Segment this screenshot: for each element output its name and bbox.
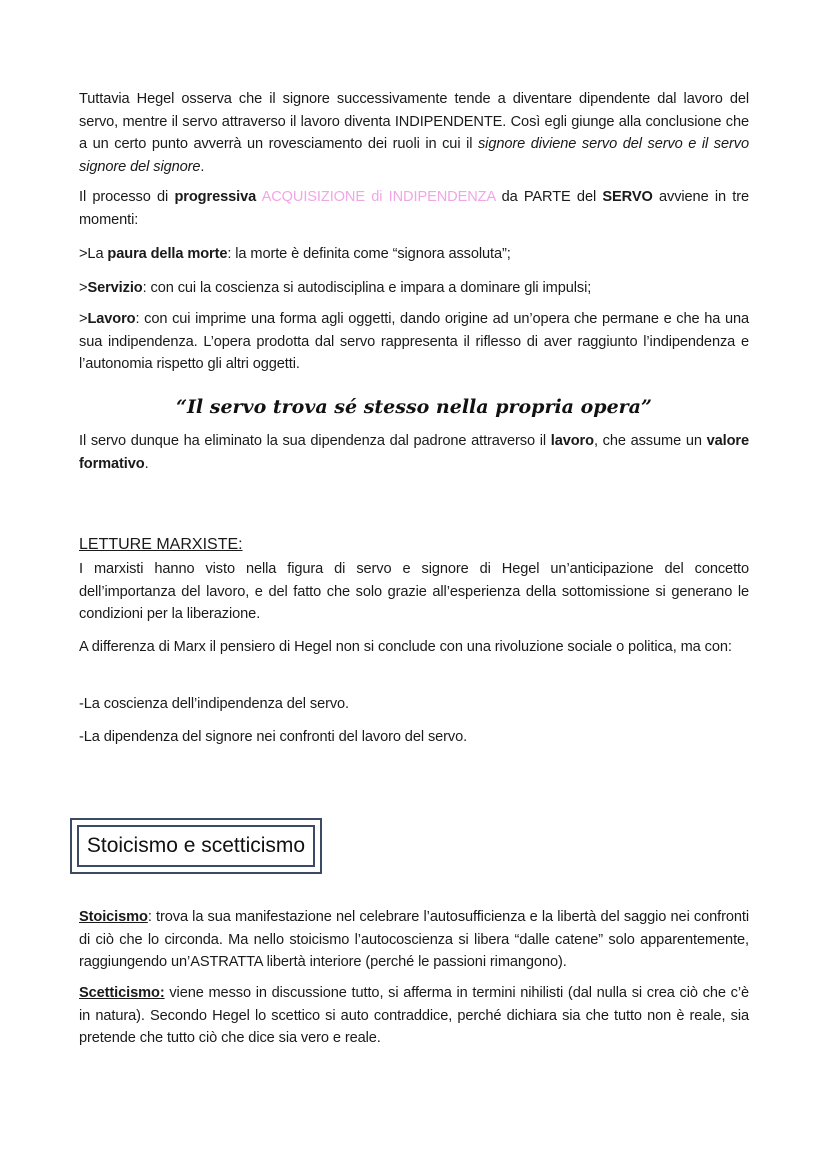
handwritten-quote: “Il servo trova sé stesso nella propria opera” xyxy=(176,396,652,418)
text: avviene in tre momenti: xyxy=(79,189,749,228)
paragraph-process xyxy=(79,186,749,231)
paragraph-marxists: I marxisti hanno visto nella figura di servo e signore di Hegel un’anticipazione del concetto dell’importanza del lavoro, e del fatto che solo grazie all’esperienza della sottomissione si generano le condizioni per la liberazione. xyxy=(79,561,749,622)
highlight-text: ACQUISIZIONE di INDIPENDENZA xyxy=(261,189,496,205)
text: > xyxy=(79,311,88,327)
bold-text: valore formativo xyxy=(79,433,749,472)
text: : trova la sua manifestazione nel celebrare l’autosufficienza e la libertà del saggio nei confronti di ciò che lo circonda. Ma nello stoicismo l’autocoscienza si libera “dalle catene” solo apparentemente, raggiungendo un’ASTRATTA libertà interiore (perché le passioni rimangono). xyxy=(79,909,749,970)
moment-death xyxy=(79,243,749,266)
paragraph-marx-difference: A differenza di Marx il pensiero di Hegel non si conclude con una rivoluzione sociale o politica, ma con: xyxy=(79,639,732,655)
paragraph-role-reversal xyxy=(79,88,749,178)
list-item: -La coscienza dell’indipendenza del servo. xyxy=(79,696,350,712)
italic-text: signore diviene servo del servo e il servo signore del signore xyxy=(79,136,749,175)
term: Stoicismo xyxy=(79,909,148,925)
moment-work xyxy=(79,308,749,376)
text: , che assume un xyxy=(593,433,707,449)
text: viene messo in discussione tutto, si afferma in termini nihilisti (dal nulla si crea ciò che c’è in natura). Secondo Hegel lo scettico si auto contraddice, perché dichiara sia che tutto non è reale, sia pretende che tutto ciò che dice sia vero e reale. xyxy=(79,985,749,1046)
bold-text: paura della morte xyxy=(107,246,228,262)
bold-text: Servizio xyxy=(87,280,143,296)
moment-service xyxy=(79,277,749,300)
text: Il processo di xyxy=(79,189,175,205)
section-title: Stoicismo e scetticismo xyxy=(77,825,315,867)
text: : la morte è definita come “signora assoluta”; xyxy=(227,246,511,262)
text: >La xyxy=(79,246,108,262)
text: : con cui imprime una forma agli oggetti, dando origine ad un’opera che permane e che ha una sua indipendenza. L’opera prodotta dal servo rappresenta il riflesso di aver raggiunto l’indipendenza e l’autonomia rispetto gli altri oggetti. xyxy=(79,311,749,372)
text: . xyxy=(144,455,149,472)
term: Scetticismo: xyxy=(79,985,165,1001)
section-heading-marxist: LETTURE MARXISTE: xyxy=(79,536,243,553)
text: . xyxy=(200,158,205,175)
text: Il servo dunque ha eliminato la sua dipendenza dal padrone attraverso il xyxy=(79,433,551,449)
paragraph-formative-value xyxy=(79,430,749,475)
bold-text: SERVO xyxy=(602,189,653,205)
bold-text: lavoro xyxy=(550,433,594,449)
text: > xyxy=(79,280,88,296)
list-item: -La dipendenza del signore nei confronti del lavoro del servo. xyxy=(79,729,468,745)
text: Tuttavia Hegel osserva che il signore successivamente tende a diventare dipendente dal lavoro del servo, mentre il servo attraverso il lavoro diventa INDIPENDENTE. Così egli giunge alla conclusione che a un certo punto avverrà un rovesciamento dei ruoli in cui il xyxy=(79,91,749,152)
text: : con cui la coscienza si autodisciplina e impara a dominare gli impulsi; xyxy=(142,280,592,296)
bold-text: progressiva xyxy=(174,189,257,205)
paragraph-skepticism xyxy=(79,982,749,1050)
section-title-box xyxy=(70,818,322,874)
text: da PARTE del xyxy=(495,189,603,205)
paragraph-stoicism xyxy=(79,906,749,974)
bold-text: Lavoro xyxy=(87,311,136,327)
